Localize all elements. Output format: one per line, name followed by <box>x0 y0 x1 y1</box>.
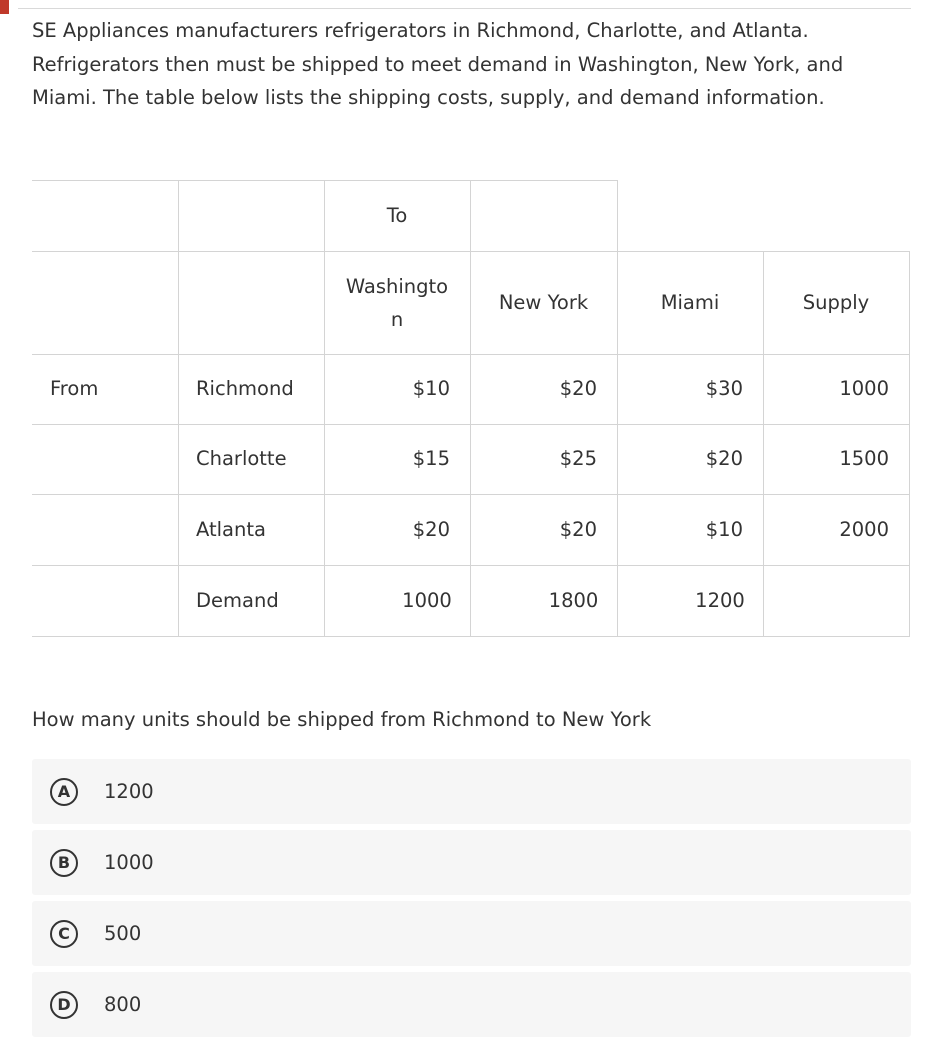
from-label: From <box>50 377 99 400</box>
demand-cell: 1000 <box>402 588 452 612</box>
option-c[interactable] <box>32 901 911 966</box>
supply-cell: 1500 <box>839 447 889 470</box>
option-b-value: 1000 <box>104 851 154 874</box>
option-d[interactable] <box>32 972 911 1037</box>
to-header: To <box>386 203 408 227</box>
option-a-letter: A <box>50 778 78 806</box>
table-border-bottom <box>32 636 910 637</box>
cost-cell: $15 <box>412 447 450 470</box>
header-washington-label: Washington <box>345 274 449 331</box>
header-miami: Miami <box>660 290 720 314</box>
option-c-letter: C <box>50 920 78 948</box>
cost-cell: $30 <box>705 377 743 400</box>
option-d-letter: D <box>50 991 78 1019</box>
option-b-letter: B <box>50 849 78 877</box>
header-new-york: New York <box>498 290 589 314</box>
cost-cell: $20 <box>559 377 597 400</box>
cost-cell: $10 <box>705 517 743 541</box>
supply-cell: 2000 <box>839 517 889 541</box>
cost-cell: $20 <box>705 447 743 470</box>
origin-atlanta: Atlanta <box>196 517 266 541</box>
question-text: SE Appliances manufacturers refrigerators in Richmond, Charlotte, and Atlanta. Refrigerators then must be shipped to meet demand in Washington, New York, and Miami. The table below lists the shipping costs, supply, and demand information. <box>32 19 844 109</box>
demand-cell: 1800 <box>548 588 599 612</box>
supply-cell: 1000 <box>839 377 889 400</box>
header-supply: Supply <box>802 290 870 314</box>
header-washington <box>324 251 470 354</box>
cost-cell: $25 <box>559 447 597 470</box>
origin-richmond: Richmond <box>196 377 294 400</box>
option-a-value: 1200 <box>104 780 154 803</box>
cost-cell: $20 <box>559 517 597 541</box>
prompt-text: How many units should be shipped from Richmond to New York <box>32 708 652 731</box>
table-border-right <box>909 251 910 637</box>
demand-cell: 1200 <box>695 588 745 612</box>
demand-label: Demand <box>196 588 279 612</box>
cost-cell: $10 <box>412 377 450 400</box>
option-a[interactable] <box>32 759 911 824</box>
option-d-value: 800 <box>104 993 142 1016</box>
option-c-value: 500 <box>104 922 142 945</box>
option-b[interactable] <box>32 830 911 895</box>
origin-charlotte: Charlotte <box>196 447 287 470</box>
cost-cell: $20 <box>412 517 450 541</box>
